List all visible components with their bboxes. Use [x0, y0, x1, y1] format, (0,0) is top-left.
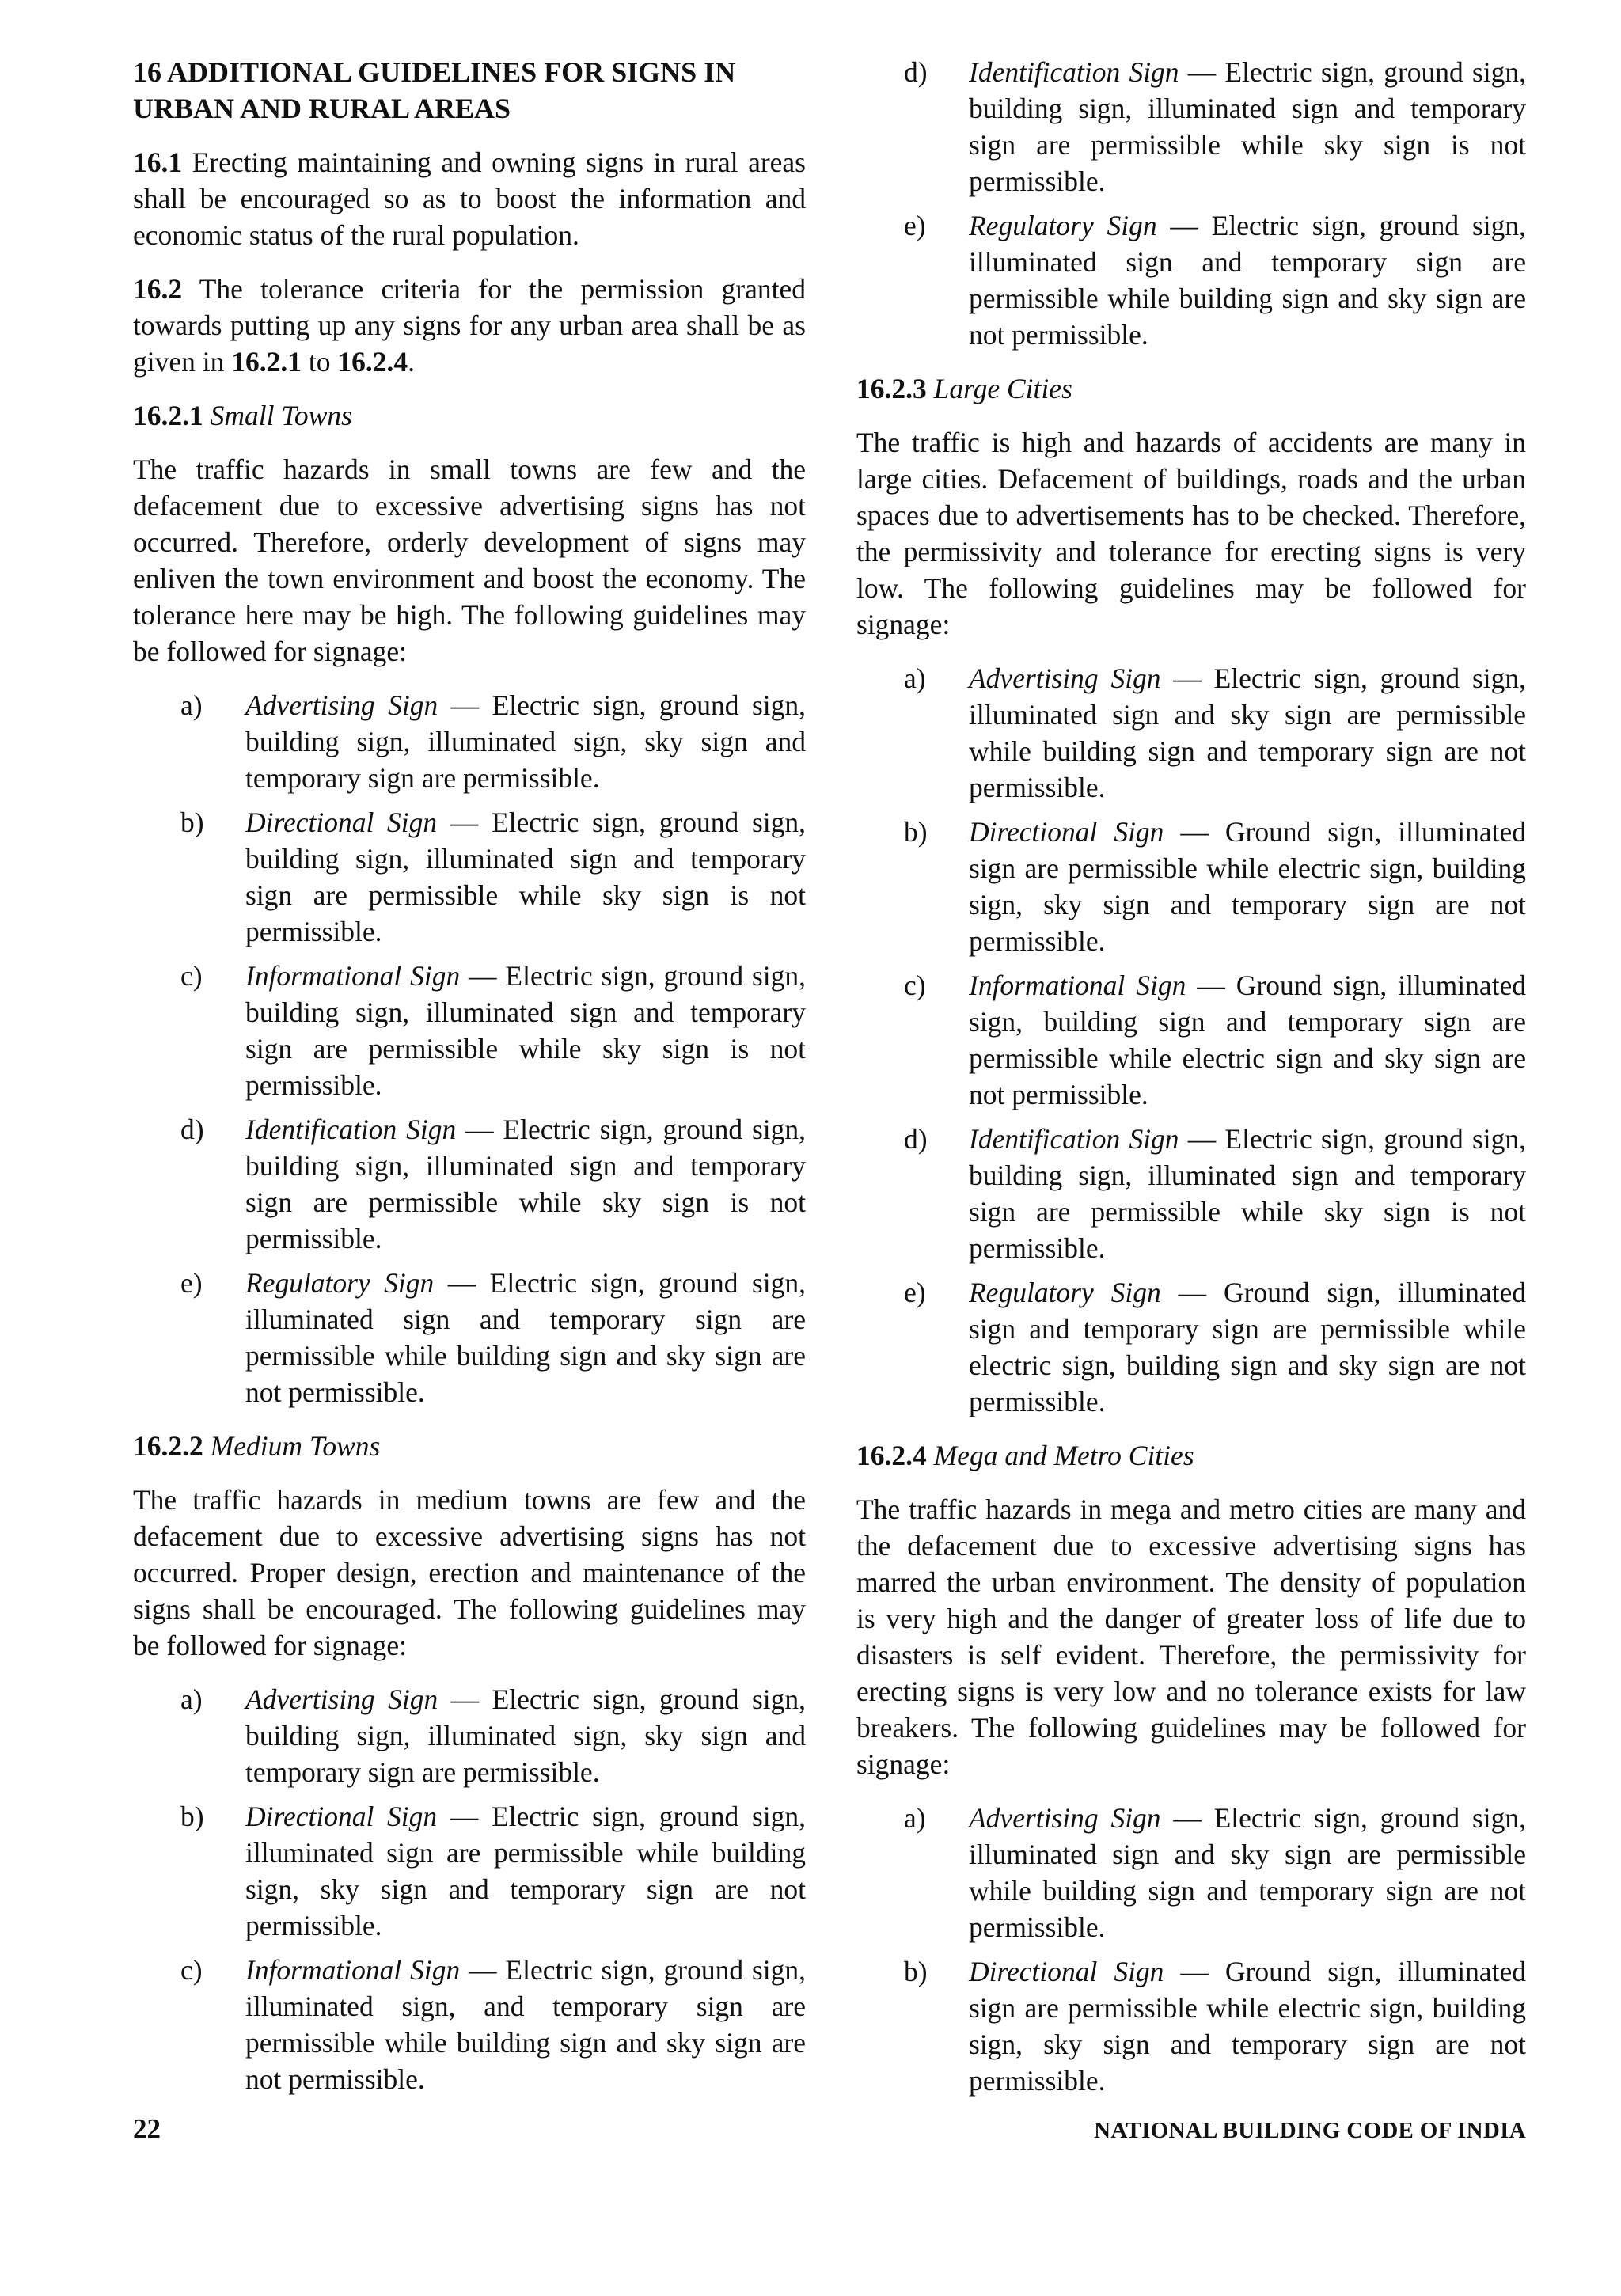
sign-type-label: Advertising Sign — [245, 689, 438, 721]
list-item — [856, 1274, 1526, 1420]
sign-type-label: Advertising Sign — [969, 662, 1161, 694]
sign-type-label: Directional Sign — [245, 806, 438, 838]
sign-type-label: Directional Sign — [969, 1956, 1164, 1987]
sign-type-label: Identification Sign — [969, 1123, 1179, 1155]
item-marker: c) — [180, 1954, 203, 1986]
item-marker: a) — [180, 1683, 203, 1715]
item-marker: b) — [180, 1801, 204, 1832]
subsection-title: Mega and Metro Cities — [933, 1440, 1194, 1471]
clause-reference: 16.2.1 — [231, 346, 302, 378]
paragraph-mega-cities: The traffic hazards in mega and metro cities are many and the defacement due to excessive advertising signs has marred the urban environment. The density of population is very high and the danger of greater loss of life due to disasters is self evident. Therefore, the permissivity for erecting signs is very low and no tolerance exists for law breakers. The following guidelines may be followed for signage: — [856, 1493, 1526, 1780]
list-item — [856, 1121, 1526, 1266]
item-text: — Electric sign, ground sign, building sign, illuminated sign and temporary sign are permissible while sky sign is not permissible. — [969, 56, 1526, 197]
list-item — [856, 967, 1526, 1113]
sign-type-label: Informational Sign — [969, 970, 1186, 1001]
clause-reference: 16.2.4 — [337, 346, 408, 378]
clause-number: 16.2.4 — [856, 1440, 927, 1471]
clause-text: to — [301, 346, 338, 378]
list-item — [133, 687, 806, 796]
guideline-list-large-cities — [856, 660, 1526, 1420]
item-text: — Electric sign, ground sign, building sign, illuminated sign and temporary sign are permissible while sky sign is not permissible. — [969, 1123, 1526, 1264]
left-column — [133, 54, 806, 2115]
item-text: — Electric sign, ground sign, illuminated sign and sky sign are permissible while building sign and temporary sign are not permissible. — [969, 1802, 1526, 1943]
subsection-title: Small Towns — [210, 400, 352, 431]
clause-text: . — [408, 346, 415, 378]
subsection-title: Large Cities — [933, 373, 1072, 404]
paragraph-small-towns: The traffic hazards in small towns are few and the defacement due to excessive advertising signs has not occurred. Therefore, orderly development of signs may enliven the town environment and boost the economy. The tolerance here may be high. The following guidelines may be followed for signage: — [133, 454, 806, 667]
list-item — [133, 958, 806, 1103]
sign-type-label: Advertising Sign — [245, 1683, 438, 1715]
sign-type-label: Directional Sign — [969, 816, 1164, 848]
clause-number: 16.2.3 — [856, 373, 927, 404]
subsection-title: Medium Towns — [210, 1430, 381, 1462]
guideline-list-medium-towns — [133, 1681, 806, 2097]
section-heading: 16 ADDITIONAL GUIDELINES FOR SIGNS IN URBAN AND RURAL AREAS — [133, 56, 736, 124]
clause-text: Erecting maintaining and owning signs in rural areas shall be encouraged so as to boost the information and economic status of the rural population. — [133, 146, 806, 251]
item-marker: a) — [904, 1802, 926, 1834]
item-marker: c) — [904, 970, 926, 1001]
sign-type-label: Identification Sign — [969, 56, 1179, 88]
item-marker: d) — [904, 56, 928, 88]
list-item — [856, 660, 1526, 806]
item-text: — Electric sign, ground sign, illuminated sign are permissible while building sign, sky sign and temporary sign are not permissible. — [245, 1801, 807, 1941]
list-item — [133, 1111, 806, 1257]
sign-type-label: Informational Sign — [245, 960, 461, 992]
right-column — [856, 54, 1526, 2116]
item-text: — Ground sign, illuminated sign, building sign and temporary sign are permissible while electric sign and sky sign are not permissible. — [969, 970, 1526, 1110]
item-text: — Electric sign, ground sign, illuminated sign and temporary sign are permissible while building sign and sky sign are not permissible. — [245, 1267, 807, 1408]
item-text: — Electric sign, ground sign, illuminated sign, and temporary sign are permissible while building sign and sky sign are not permissible. — [245, 1954, 807, 2095]
clause-number: 16.1 — [133, 146, 183, 178]
clause-number: 16.2.1 — [133, 400, 203, 431]
item-marker: d) — [180, 1114, 204, 1145]
item-text: — Electric sign, ground sign, building sign, illuminated sign and temporary sign are permissible while sky sign is not permissible. — [245, 960, 807, 1101]
item-text: — Ground sign, illuminated sign are permissible while electric sign, building sign, sky sign and temporary sign are not permissible. — [969, 1956, 1526, 2097]
item-text: — Electric sign, ground sign, building sign, illuminated sign, sky sign and temporary sign are permissible. — [245, 689, 807, 794]
subsection-heading-large-cities — [856, 370, 1526, 407]
item-marker: a) — [904, 662, 926, 694]
sign-type-label: Identification Sign — [245, 1114, 457, 1145]
list-item — [856, 1953, 1526, 2099]
sign-type-label: Directional Sign — [245, 1801, 438, 1832]
item-text: — Ground sign, illuminated sign and temporary sign are permissible while electric sign, building sign and sky sign are not permissible. — [969, 1277, 1526, 1417]
list-item — [856, 814, 1526, 959]
item-text: — Electric sign, ground sign, illuminated sign and temporary sign are permissible while building sign and sky sign are not permissible. — [969, 210, 1526, 351]
item-text: — Electric sign, ground sign, building sign, illuminated sign and temporary sign are permissible while sky sign is not permissible. — [245, 1114, 806, 1254]
item-text: — Electric sign, ground sign, building sign, illuminated sign, sky sign and temporary sign are permissible. — [245, 1683, 807, 1788]
list-item — [133, 1798, 806, 1944]
item-marker: b) — [180, 806, 204, 838]
subsection-heading-mega-cities — [856, 1437, 1526, 1474]
guideline-list-small-towns — [133, 687, 806, 1410]
sign-type-label: Regulatory Sign — [969, 210, 1157, 241]
list-item — [856, 1800, 1526, 1945]
subsection-heading-medium-towns — [133, 1428, 806, 1464]
item-marker: e) — [904, 210, 926, 241]
clause-number: 16.2 — [133, 273, 183, 305]
clause-number: 16.2.2 — [133, 1430, 203, 1462]
item-marker: c) — [180, 960, 203, 992]
list-item — [133, 1681, 806, 1790]
paragraph-large-cities: The traffic is high and hazards of accidents are many in large cities. Defacement of buildings, roads and the urban spaces due to advertisements has to be checked. Therefore, the permissivity and tolerance for erecting signs is very low. The following guidelines may be followed for signage: — [856, 427, 1526, 640]
list-item — [133, 804, 806, 950]
item-marker: a) — [180, 689, 203, 721]
clause-text: The tolerance criteria for the permission granted towards putting up any signs for any urban area shall be as given in — [133, 273, 806, 378]
item-marker: d) — [904, 1123, 928, 1155]
item-text: — Electric sign, ground sign, illuminated sign and sky sign are permissible while building sign and temporary sign are not permissible. — [969, 662, 1526, 803]
item-marker: e) — [180, 1267, 203, 1299]
guideline-list-medium-towns-continued — [856, 54, 1526, 353]
sign-type-label: Regulatory Sign — [969, 1277, 1161, 1308]
subsection-heading-small-towns — [133, 397, 806, 434]
sign-type-label: Advertising Sign — [969, 1802, 1161, 1834]
paragraph-16-2 — [133, 271, 806, 380]
paragraph-medium-towns: The traffic hazards in medium towns are few and the defacement due to excessive advertising signs has not occurred. Proper design, erection and maintenance of the signs shall be encouraged. The following guidelines may be followed for signage: — [133, 1484, 806, 1661]
item-text: — Electric sign, ground sign, building sign, illuminated sign and temporary sign are permissible while sky sign is not permissible. — [245, 806, 807, 947]
sign-type-label: Regulatory Sign — [245, 1267, 435, 1299]
paragraph-16-1 — [133, 144, 806, 253]
item-text: — Ground sign, illuminated sign are permissible while electric sign, building sign, sky sign and temporary sign are not permissible. — [969, 816, 1526, 957]
list-item — [856, 207, 1526, 353]
list-item — [133, 1952, 806, 2097]
list-item — [856, 54, 1526, 199]
item-marker: b) — [904, 816, 928, 848]
item-marker: b) — [904, 1956, 928, 1987]
guideline-list-mega-cities — [856, 1800, 1526, 2099]
list-item — [133, 1265, 806, 1410]
running-footer-title: NATIONAL BUILDING CODE OF INDIA — [1094, 2118, 1526, 2143]
item-marker: e) — [904, 1277, 926, 1308]
sign-type-label: Informational Sign — [245, 1954, 461, 1986]
page-number: 22 — [133, 2113, 161, 2144]
